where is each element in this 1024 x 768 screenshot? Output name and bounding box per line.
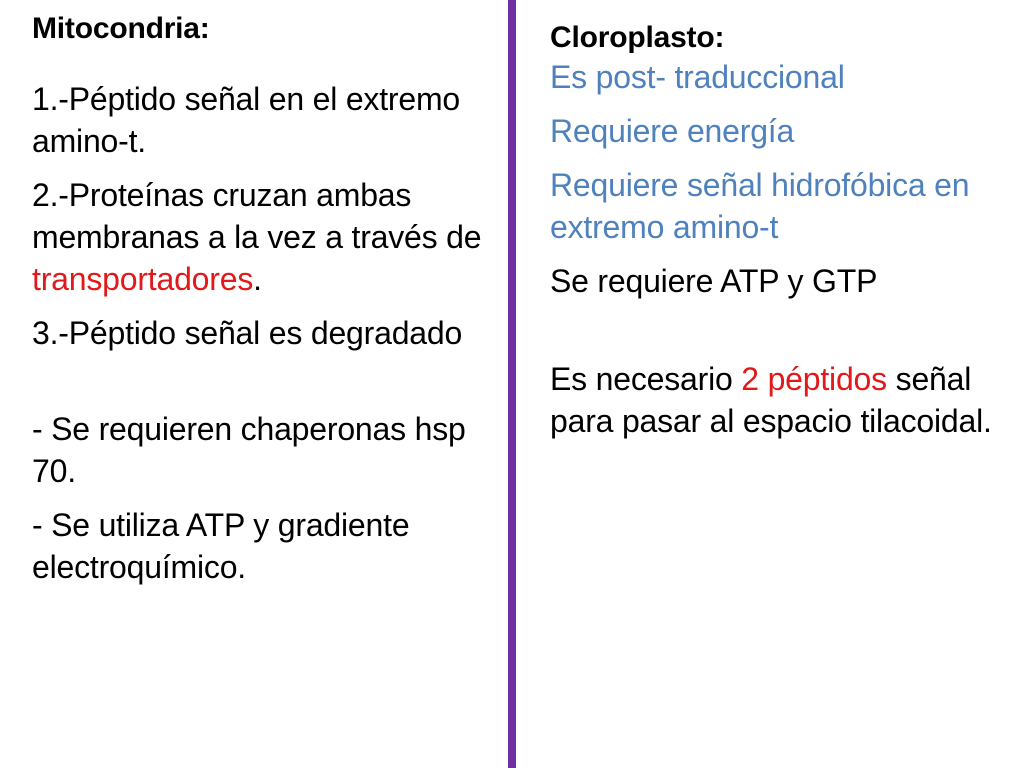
mitochondria-point-2	[32, 174, 502, 300]
chloroplast-requires-energy: Requiere energía	[550, 113, 795, 149]
chloroplast-atp-gtp: Se requiere ATP y GTP	[550, 263, 878, 299]
chloroplast-post-translational: Es post- traduccional	[550, 59, 845, 95]
two-peptides-highlight: 2 péptidos	[741, 361, 887, 397]
mitochondria-point-2-text: 2.-Proteínas cruzan ambas membranas a la vez a través de	[32, 177, 482, 255]
mitochondria-note-atp: - Se utiliza ATP y gradiente electroquímico.	[32, 507, 410, 585]
chloroplast-two-peptides-text: Es necesario	[550, 361, 742, 397]
chloroplast-title: Cloroplasto:	[550, 21, 725, 54]
chloroplast-column	[550, 0, 1024, 442]
mitochondria-point-1: 1.-Péptido señal en el extremo amino-t.	[32, 81, 461, 159]
chloroplast-two-peptides-end: señal para pasar al espacio tilacoidal.	[550, 361, 992, 439]
mitochondria-column	[32, 0, 502, 588]
chloroplast-hydrophobic-signal: Requiere señal hidrofóbica en extremo amino-t	[550, 167, 970, 245]
chloroplast-two-peptides	[550, 358, 1024, 442]
mitochondria-point-3: 3.-Péptido señal es degradado	[32, 315, 463, 351]
transportadores-highlight: transportadores	[32, 261, 254, 297]
mitochondria-note-chaperones: - Se requieren chaperonas hsp 70.	[32, 411, 466, 489]
mitochondria-title: Mitocondria:	[32, 12, 210, 45]
column-divider	[508, 0, 516, 768]
mitochondria-point-2-end: .	[253, 261, 262, 297]
